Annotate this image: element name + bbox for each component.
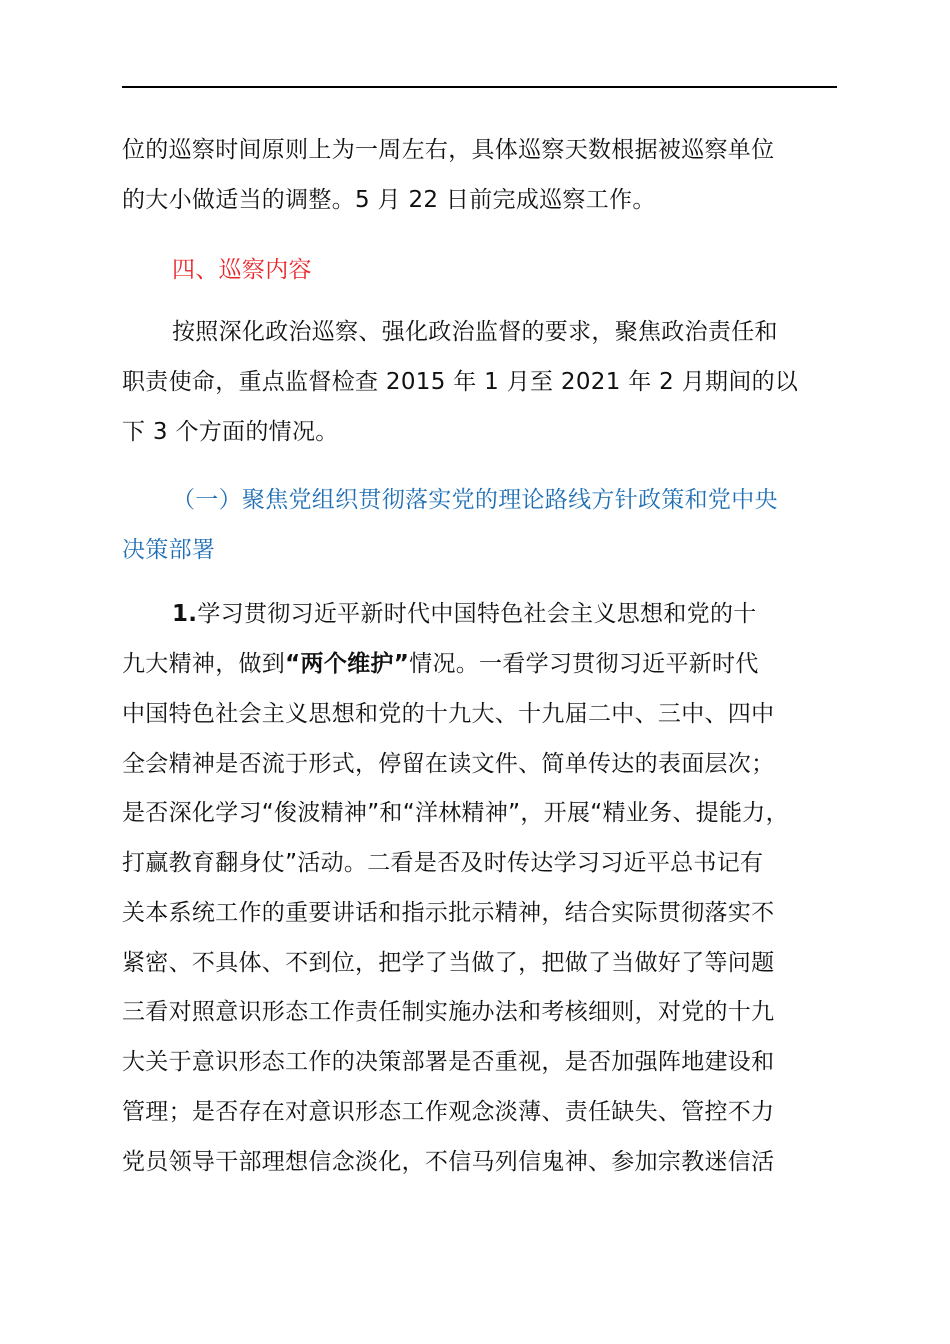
item1-line-12: 党员领导干部理想信念淡化，不信马列信鬼神、参加宗教迷信活 — [122, 1149, 775, 1175]
subsection-heading-line-1: （一）聚焦党组织贯彻落实党的理论路线方针政策和党中央 — [172, 487, 778, 513]
item1-line-10: 大关于意识形态工作的决策部署是否重视，是否加强阵地建设和 — [122, 1049, 775, 1075]
item1-line-1-text: 学习贯彻习近平新时代中国特色社会主义思想和党的十 — [197, 601, 757, 627]
item1-line-8: 紧密、不具体、不到位，把学了当做了，把做了当做好了等问题 — [122, 950, 775, 976]
item1-line-9: 三看对照意识形态工作责任制实施办法和考核细则，对党的十九 — [122, 999, 775, 1025]
section4-para-line-3: 下 3 个方面的情况。 — [122, 419, 339, 445]
item1-line-5: 是否深化学习“俊波精神”和“洋林精神”，开展“精业务、提能力， — [122, 800, 789, 826]
item1-line-3: 中国特色社会主义思想和党的十九大、十九届二中、三中、四中 — [122, 701, 775, 727]
section-heading-4: 四、巡察内容 — [172, 257, 312, 283]
item1-line-4: 全会精神是否流于形式，停留在读文件、简单传达的表面层次； — [122, 751, 775, 777]
continuation-line-1: 位的巡察时间原则上为一周左右，具体巡察天数根据被巡察单位 — [122, 137, 775, 163]
section4-para-line-1: 按照深化政治巡察、强化政治监督的要求，聚焦政治责任和 — [172, 319, 778, 345]
section4-para-line-2: 职责使命，重点监督检查 2015 年 1 月至 2021 年 2 月期间的以 — [122, 369, 799, 395]
item1-line-7: 关本系统工作的重要讲话和指示批示精神，结合实际贯彻落实不 — [122, 900, 775, 926]
item1-line-2 — [122, 648, 759, 680]
item1-two-safeguards: “两个维护” — [285, 651, 410, 677]
subsection-heading-line-2: 决策部署 — [122, 537, 216, 563]
item1-line-2-lead: 九大精神，做到 — [122, 651, 286, 677]
header-rule — [122, 86, 837, 88]
item1-line-6: 打赢教育翻身仗”活动。二看是否及时传达学习习近平总书记有 — [122, 850, 764, 876]
continuation-line-2: 的大小做适当的调整。5 月 22 日前完成巡察工作。 — [122, 187, 656, 213]
item1-line-1 — [172, 598, 757, 630]
item1-line-11: 管理；是否存在对意识形态工作观念淡薄、责任缺失、管控不力 — [122, 1099, 775, 1125]
item1-number: 1. — [172, 601, 198, 627]
item1-line-2-rest: 情况。一看学习贯彻习近平新时代 — [409, 651, 759, 677]
